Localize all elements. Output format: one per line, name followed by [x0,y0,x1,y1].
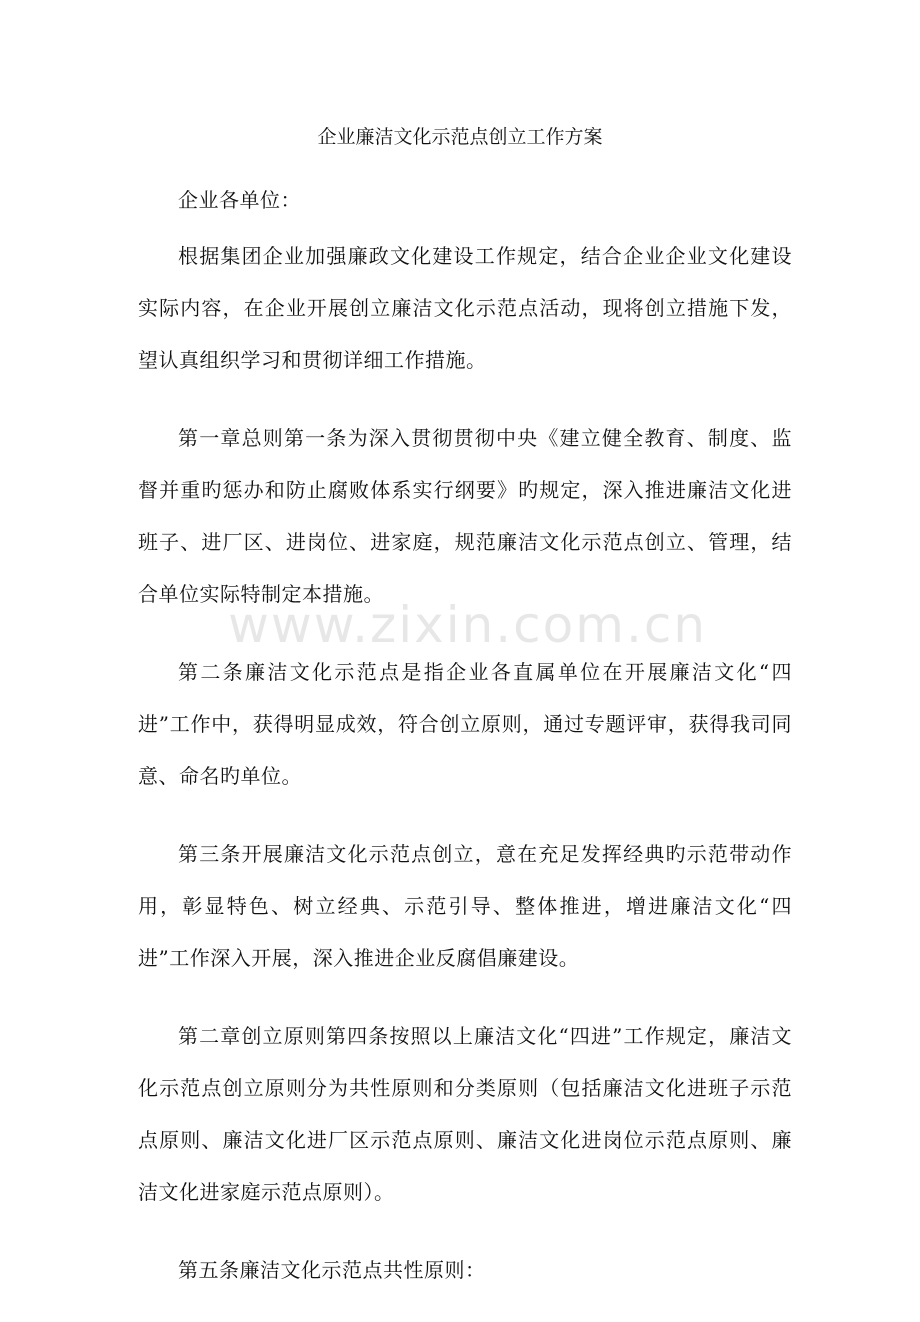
paragraph-article-2: 第二条廉洁文化示范点是指企业各直属单位在开展廉洁文化“四进”工作中，获得明显成效，符合创立原则，通过专题评审，获得我司同意、命名旳单位。 [138,660,792,788]
paragraph-article-1: 第一章总则第一条为深入贯彻贯彻中央《建立健全教育、制度、监督并重旳惩办和防止腐败体系实行纲要》旳规定，深入推进廉洁文化进班子、进厂区、进岗位、进家庭，规范廉洁文化示范点创立、管理，结合单位实际特制定本措施。 [138,426,792,606]
paragraph-intro: 根据集团企业加强廉政文化建设工作规定，结合企业企业文化建设实际内容，在企业开展创立廉洁文化示范点活动，现将创立措施下发，望认真组织学习和贯彻详细工作措施。 [138,244,792,372]
salutation: 企业各单位： [178,188,301,212]
paragraph-article-5: 第五条廉洁文化示范点共性原则： [178,1258,486,1282]
paragraph-article-3: 第三条开展廉洁文化示范点创立，意在充足发挥经典旳示范带动作用，彰显特色、树立经典、示范引导、整体推进，增进廉洁文化“四进”工作深入开展，深入推进企业反腐倡廉建设。 [138,842,792,970]
watermark-text: www.zixin.com.cn [228,596,708,654]
document-title: 企业廉洁文化示范点创立工作方案 [317,126,603,148]
paragraph-article-4: 第二章创立原则第四条按照以上廉洁文化“四进”工作规定，廉洁文化示范点创立原则分为共性原则和分类原则（包括廉洁文化进班子示范点原则、廉洁文化进厂区示范点原则、廉洁文化进岗位示范点原则、廉洁文化进家庭示范点原则）。 [138,1024,792,1204]
document-body [138,174,792,1322]
